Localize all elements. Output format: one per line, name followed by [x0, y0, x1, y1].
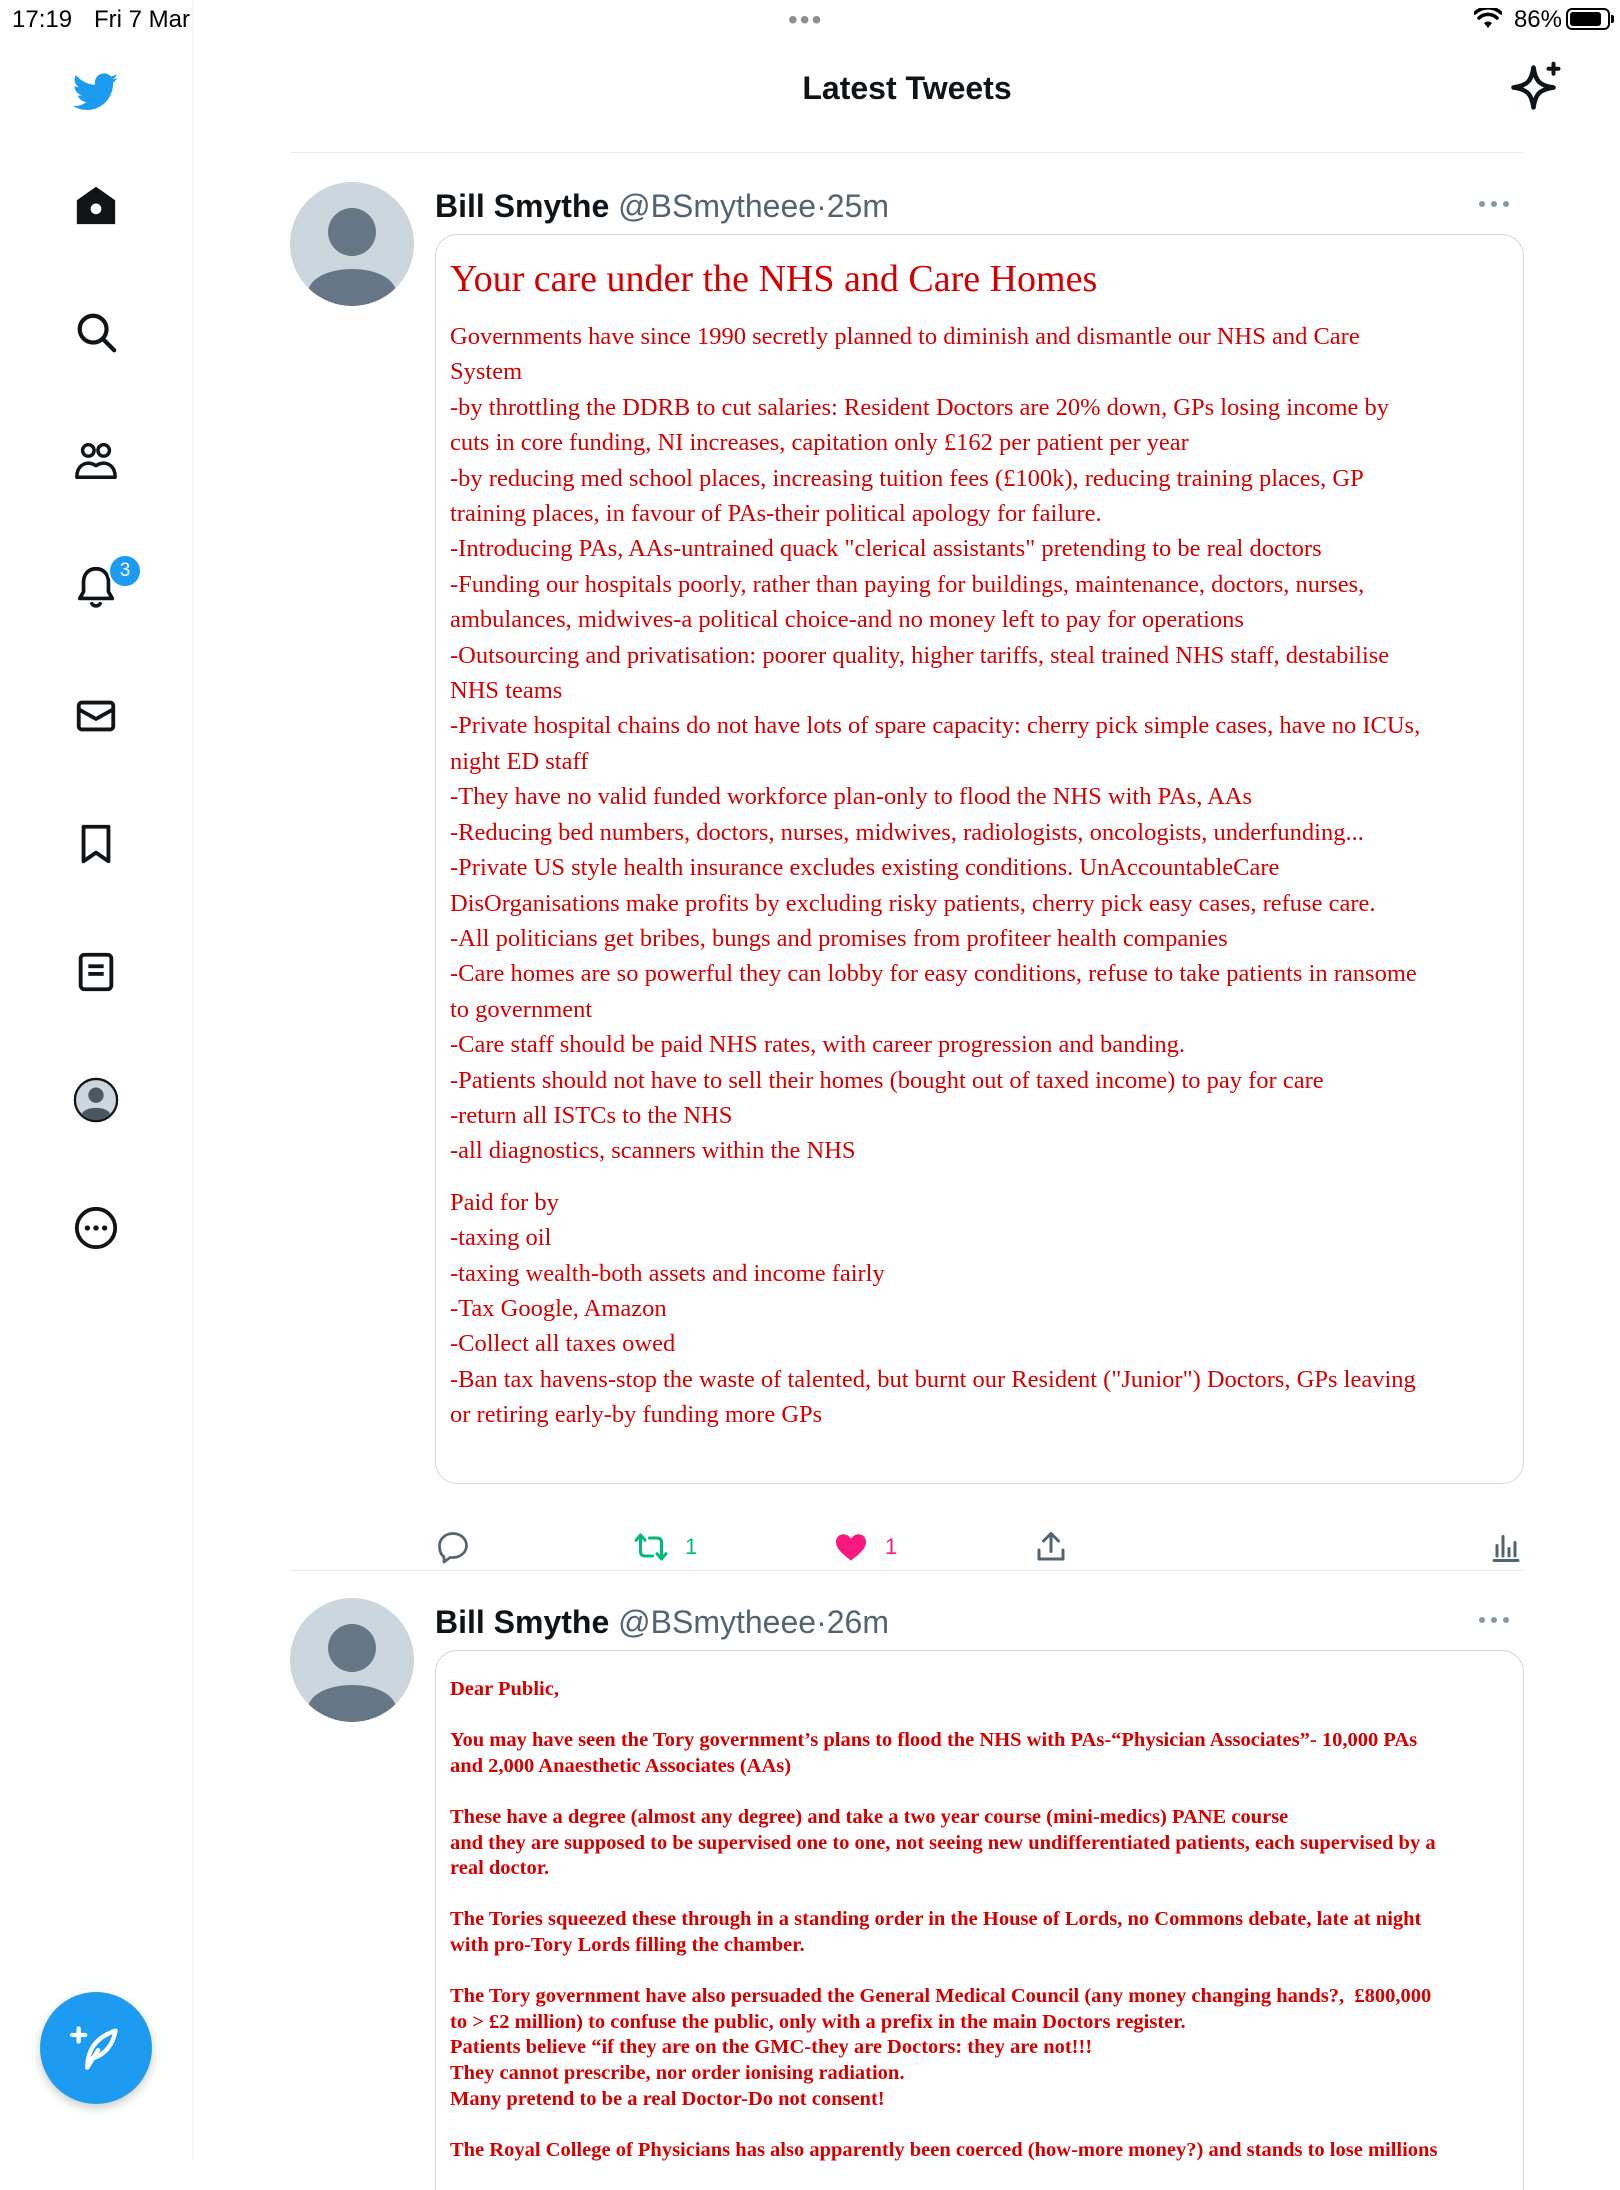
- avatar[interactable]: [290, 182, 414, 306]
- profile-icon[interactable]: [66, 1070, 126, 1130]
- document-line: and they are supposed to be supervised one to one, not seeing new undifferentiated patients, each supervised by a: [450, 1831, 1436, 1854]
- document-line: -Tax Google, Amazon: [450, 1294, 667, 1322]
- document-line: -Ban tax havens-stop the waste of talented, but burnt our Resident ("Junior") Doctors, GPs leaving: [450, 1365, 1416, 1393]
- tweet-more-icon[interactable]: [1474, 194, 1514, 214]
- document-line: -by reducing med school places, increasing tuition fees (£100k), reducing training places, GP: [450, 464, 1364, 492]
- document-line: -all diagnostics, scanners within the NHS: [450, 1137, 856, 1165]
- document-line: These have a degree (almost any degree) and take a two year course (mini-medics) PANE course: [450, 1805, 1289, 1828]
- status-date: Fri 7 Mar: [94, 6, 190, 33]
- document-line: -Patients should not have to sell their homes (bought out of taxed income) to pay for care: [450, 1066, 1324, 1094]
- document-line: [450, 1779, 1509, 1805]
- tweet-divider: [290, 1570, 1524, 1571]
- document-title: Your care under the NHS and Care Homes: [450, 258, 1098, 300]
- document-line: training places, in favour of PAs-their political apology for failure.: [450, 500, 1102, 528]
- compose-tweet-icon: [70, 2022, 122, 2074]
- tweet[interactable]: [290, 1598, 1524, 2160]
- retweet-count: 1: [685, 1534, 698, 1559]
- document-line: -Private hospital chains do not have lots of spare capacity: cherry pick simple cases, have no ICUs,: [450, 712, 1421, 740]
- multitasking-dots-icon[interactable]: •••: [788, 4, 824, 35]
- document-line: with pro-Tory Lords filling the chamber.: [450, 1933, 805, 1956]
- document-line: [450, 2112, 1509, 2138]
- document-line: [450, 1959, 1509, 1985]
- separator-dot: ·: [816, 188, 827, 224]
- timeline-header: [290, 40, 1524, 153]
- battery-percent: 86%: [1513, 6, 1562, 33]
- document-line: -taxing wealth-both assets and income fairly: [450, 1259, 885, 1287]
- status-bar: [0, 0, 1620, 40]
- tweet-time: 26m: [826, 1604, 889, 1640]
- wifi-icon: [1474, 8, 1502, 37]
- tweet-header: [435, 188, 889, 225]
- document-line: Dear Public,: [450, 1678, 559, 1700]
- document-line: The Tory government have also persuaded the General Medical Council (any money changing hands?, £800,000: [450, 1985, 1432, 2008]
- document-line: DisOrganisations make profits by excluding risky patients, cherry pick easy cases, refuse care.: [450, 889, 1376, 917]
- page-title: Latest Tweets: [802, 70, 1012, 106]
- document-line: cuts in core funding, NI increases, capitation only £162 per patient per year: [450, 429, 1189, 457]
- document-line: ambulances, midwives-a political choice-and no money left to pay for operations: [450, 606, 1244, 634]
- compose-tweet-button[interactable]: [40, 1992, 152, 2104]
- battery-icon: [1566, 8, 1610, 30]
- heart-icon: [833, 1529, 869, 1565]
- document-line: Paid for by: [450, 1188, 559, 1216]
- avatar[interactable]: [290, 1598, 414, 1722]
- document-line: You may have seen the Tory government’s plans to flood the NHS with PAs-“Physician Associates”- 10,000 PAs: [450, 1729, 1418, 1752]
- document-line: -Care homes are so powerful they can lobby for easy conditions, refuse to take patients in ransome: [450, 960, 1417, 988]
- notifications-badge: 3: [108, 554, 142, 588]
- author-name[interactable]: Bill Smythe: [435, 1604, 610, 1640]
- share-icon: [1033, 1529, 1069, 1565]
- author-handle[interactable]: @BSmytheee: [618, 1604, 817, 1640]
- document-line: -All politicians get bribes, bungs and promises from profiteer health companies: [450, 924, 1228, 952]
- document-image: [436, 1651, 1523, 2163]
- document-line: and 2,000 Anaesthetic Associates (AAs): [450, 1754, 792, 1777]
- document-line: -Funding our hospitals poorly, rather than paying for buildings, maintenance, doctors, nurses,: [450, 570, 1365, 598]
- author-handle[interactable]: @BSmytheee: [618, 188, 817, 224]
- document-line: -Private US style health insurance excludes existing conditions. UnAccountableCare: [450, 854, 1280, 882]
- document-line: real doctor.: [450, 1857, 550, 1880]
- like-button[interactable]: [833, 1522, 897, 1572]
- document-line: -return all ISTCs to the NHS: [450, 1101, 733, 1129]
- tweet-image[interactable]: [435, 234, 1524, 1484]
- more-icon[interactable]: [66, 1198, 126, 1258]
- document-line: [450, 1703, 1509, 1729]
- document-line: or retiring early-by funding more GPs: [450, 1401, 823, 1429]
- sidebar: [0, 0, 193, 2160]
- document-line: night ED staff: [450, 747, 589, 775]
- home-icon[interactable]: [66, 175, 126, 235]
- document-line: -Collect all taxes owed: [450, 1330, 676, 1358]
- tweet-header: [435, 1604, 889, 1641]
- tweet-image[interactable]: [435, 1650, 1524, 2190]
- document-line: -by throttling the DDRB to cut salaries: Resident Doctors are 20% down, GPs losing income by: [450, 393, 1390, 421]
- tweet-more-icon[interactable]: [1474, 1610, 1514, 1630]
- twitter-bird-icon[interactable]: [66, 62, 126, 122]
- retweet-button[interactable]: [633, 1522, 697, 1572]
- document-line: -Outsourcing and privatisation: poorer quality, higher tariffs, steal trained NHS staff, destabilise: [450, 641, 1390, 669]
- document-line: System: [450, 358, 523, 386]
- document-line: -Care staff should be paid NHS rates, with career progression and banding.: [450, 1031, 1186, 1059]
- document-line: The Royal College of Physicians has also apparently been coerced (how-more money?) and stands to lose millions: [450, 2138, 1438, 2161]
- document-line: They cannot prescribe, nor order ionising radiation.: [450, 2061, 905, 2084]
- document-line: [450, 1882, 1509, 1908]
- analytics-button[interactable]: [1488, 1522, 1524, 1572]
- separator-dot: ·: [816, 1604, 827, 1640]
- search-icon[interactable]: [66, 302, 126, 362]
- analytics-icon: [1488, 1529, 1524, 1565]
- document-line: Governments have since 1990 secretly planned to diminish and dismantle our NHS and Care: [450, 323, 1360, 350]
- document-line: Many pretend to be a real Doctor-Do not consent!: [450, 2087, 885, 2110]
- tweet-actions: [435, 1522, 1524, 1572]
- author-name[interactable]: Bill Smythe: [435, 188, 610, 224]
- share-button[interactable]: [1033, 1522, 1069, 1572]
- document-line: -Reducing bed numbers, doctors, nurses, midwives, radiologists, oncologists, underfunding...: [450, 818, 1364, 846]
- document-image: [436, 235, 1523, 1433]
- communities-icon[interactable]: [66, 430, 126, 490]
- reply-icon: [435, 1529, 471, 1565]
- like-count: 1: [885, 1534, 898, 1559]
- document-line: -They have no valid funded workforce plan-only to flood the NHS with PAs, AAs: [450, 783, 1253, 811]
- document-line: -taxing oil: [450, 1224, 552, 1252]
- document-line: The Tories squeezed these through in a standing order in the House of Lords, no Commons debate, late at night: [450, 1908, 1422, 1931]
- document-line: Patients believe “if they are on the GMC-they are Doctors: they are not!!!: [450, 2036, 1093, 2059]
- sparkle-icon[interactable]: [1506, 60, 1566, 120]
- tweet-time: 25m: [826, 188, 889, 224]
- document-line: to government: [450, 995, 593, 1023]
- reply-button[interactable]: [435, 1522, 471, 1572]
- tweet[interactable]: [290, 182, 1524, 1570]
- document-line: -Introducing PAs, AAs-untrained quack "clerical assistants" pretending to be real doctors: [450, 535, 1322, 563]
- retweet-icon: [633, 1529, 669, 1565]
- lists-icon[interactable]: [66, 942, 126, 1002]
- document-line: NHS teams: [450, 677, 563, 705]
- messages-icon[interactable]: [66, 686, 126, 746]
- status-time: 17:19: [12, 6, 73, 33]
- bookmarks-icon[interactable]: [66, 814, 126, 874]
- document-line: to > £2 million) to confuse the public, only with a prefix in the main Doctors register.: [450, 2010, 1186, 2033]
